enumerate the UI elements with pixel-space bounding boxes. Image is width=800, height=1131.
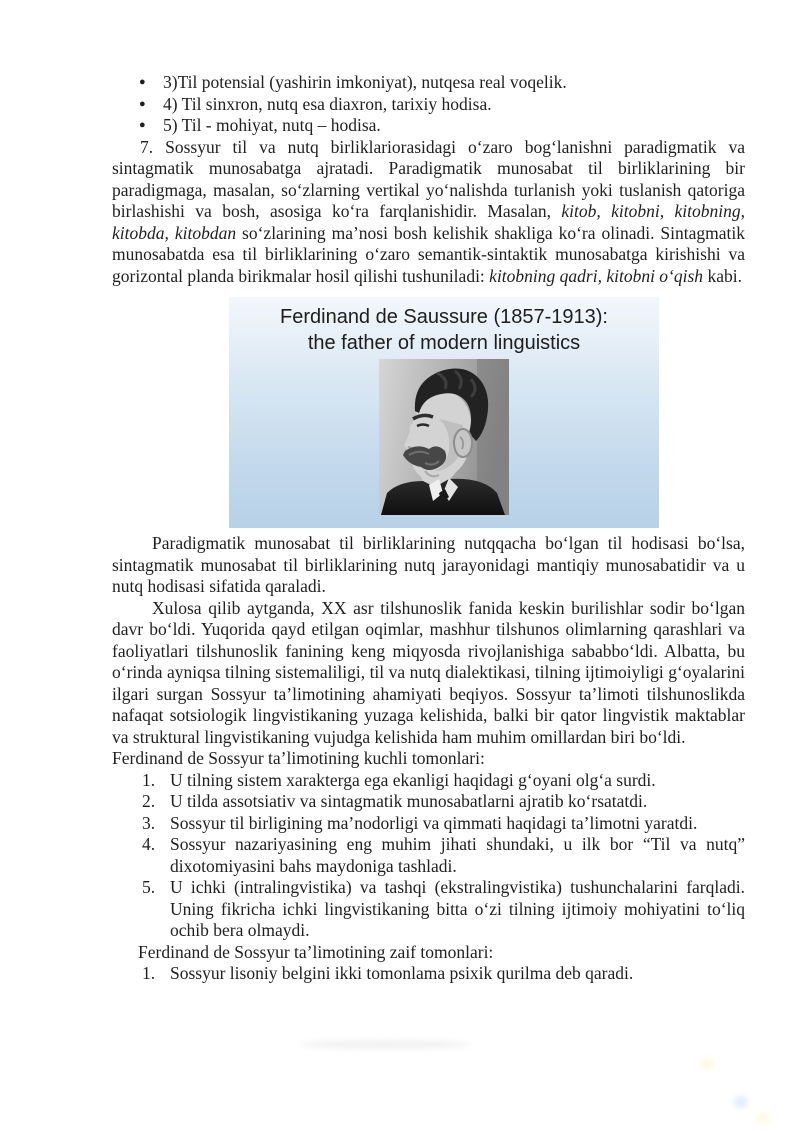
bullet-icon: ● (139, 97, 146, 110)
scan-artifact (300, 1040, 470, 1049)
bullet-item (112, 72, 745, 94)
saussure-slide (229, 297, 659, 528)
item-text: Sossyur til birligining ma’nodorligi va qimmati haqidagi ta’limotni yaratdi. (170, 812, 698, 833)
strength-item-3 (112, 813, 745, 835)
item-text: U tilning sistem xarakterga ega ekanligi haqidagi g‘oyani olg‘a surdi. (170, 769, 656, 790)
item-number: 1. (142, 963, 156, 983)
paragraph-xulosa: Xulosa qilib aytganda, XX asr tilshunoslik fanida keskin burilishlar sodir bo‘lgan davr bo‘ldi. Yuqorida qayd etilgan oqimlar, mashhur tilshunos olimlarning qarashlari va faoliyatlari tilshunoslik fanining keng miqyosda rivojlanishiga sababbo‘ldi. Albatta, bu o‘rinda ayniqsa tilning sistemaliligi, til va nutq dialektikasi, tilning ijtimoiyligi g‘oyalarini ilgari surgan Sossyur ta’limotining ahamiyati beqiyos. Sossyur ta’limoti tilshunoslikda nafaqat sotsiologik lingvistikaning yuzaga kelishida, balki bir qator lingvistik maktablar va struktural lingvistikaning vujudga kelishida ham muhim omillardan biri bo‘ldi. (112, 597, 745, 747)
bullet-icon: ● (139, 119, 146, 131)
bullet-text: 5) Til - mohiyat, nutq – hodisa. (163, 115, 381, 135)
bullet-item (112, 115, 745, 137)
item-number: 1. (142, 769, 156, 790)
item-number: 3. (142, 812, 156, 833)
strength-item-5 (112, 877, 745, 942)
page-content (112, 72, 745, 985)
weaknesses-heading: Ferdinand de Sossyur ta’limotining zaif tomonlari: (138, 941, 494, 962)
weakness-item-1 (112, 963, 745, 985)
strength-item-2 (112, 791, 745, 813)
slide-title-line2: the father of modern linguistics (307, 332, 581, 354)
scan-artifact (734, 1096, 748, 1108)
paragraph-sossyur-til-nutq: 7. Sossyur til va nutq birliklariorasidagi o‘zaro bog‘lanishni paradigmatik va sintagmatik munosabatga ajratadi. Paradigmatik munosabat til birliklarining bir paradigmaga, masalan, so‘zlarning vertikal yo‘nalishda turlanish yoki tuslanish qatoriga birlashishi va bosh, asosiga ko‘ra farqlanishidir. Masalan, kitob, kitobni, kitobning, kitobda, kitobdan so‘zlarining ma’nosi bosh kelishik shakliga ko‘ra olinadi. Sintagmatik munosabatda esa til birliklarining o‘zaro semantik-sintaktik munosabatga kirishishi va gorizontal planda birikmalar hosil qilishi tushuniladi: kitobning qadri, kitobni o‘qish kabi. (112, 136, 745, 286)
item-text: U tilda assotsiativ va sintagmatik munosabatlarni ajratib ko‘rsatatdi. (170, 791, 648, 811)
scan-artifact (700, 1058, 714, 1070)
strength-item-1 (112, 770, 745, 792)
item-text: Sossyur nazariyasining eng muhim jihati shundaki, u ilk bor “Til va nutq” dixotomiyasini bahs maydoniga tashladi. (170, 834, 745, 876)
strengths-heading: Ferdinand de Sossyur ta’limotining kuchli tomonlari: (112, 748, 485, 768)
item-number: 2. (142, 791, 156, 811)
bullet-icon: ● (139, 76, 146, 88)
scan-artifact (756, 1112, 770, 1124)
strength-item-4 (112, 834, 745, 877)
bullet-text: 3)Til potensial (yashirin imkoniyat), nutqesa real voqelik. (163, 72, 567, 92)
bullet-text: 4) Til sinxron, nutq esa diaxron, tarixiy hodisa. (163, 93, 492, 114)
item-text: Sossyur lisoniy belgini ikki tomonlama psixik qurilma deb qaradi. (170, 963, 634, 983)
bullet-item (112, 94, 745, 116)
slide-title (229, 297, 659, 356)
item-number: 4. (142, 834, 156, 854)
item-number: 5. (142, 877, 156, 897)
slide-title-line1: Ferdinand de Saussure (1857-1913): (280, 306, 608, 328)
paragraph-paradigmatik: Paradigmatik munosabat til birliklarining nutqqacha bo‘lgan til hodisasi bo‘lsa, sintagmatik munosabat til birliklarining nutq jarayonidagi mantiqiy munosabatidir va u nutq hodisasi sifatida qaraladi. (112, 533, 745, 596)
item-text: U ichki (intralingvistika) va tashqi (ekstralingvistika) tushunchalarini farqladi. Uning fikricha ichki lingvistikaning bitta o‘zi tilning ijtimoiy mohiyatini to‘liq ochib bera olmaydi. (170, 877, 745, 940)
saussure-portrait-photo (379, 359, 509, 515)
